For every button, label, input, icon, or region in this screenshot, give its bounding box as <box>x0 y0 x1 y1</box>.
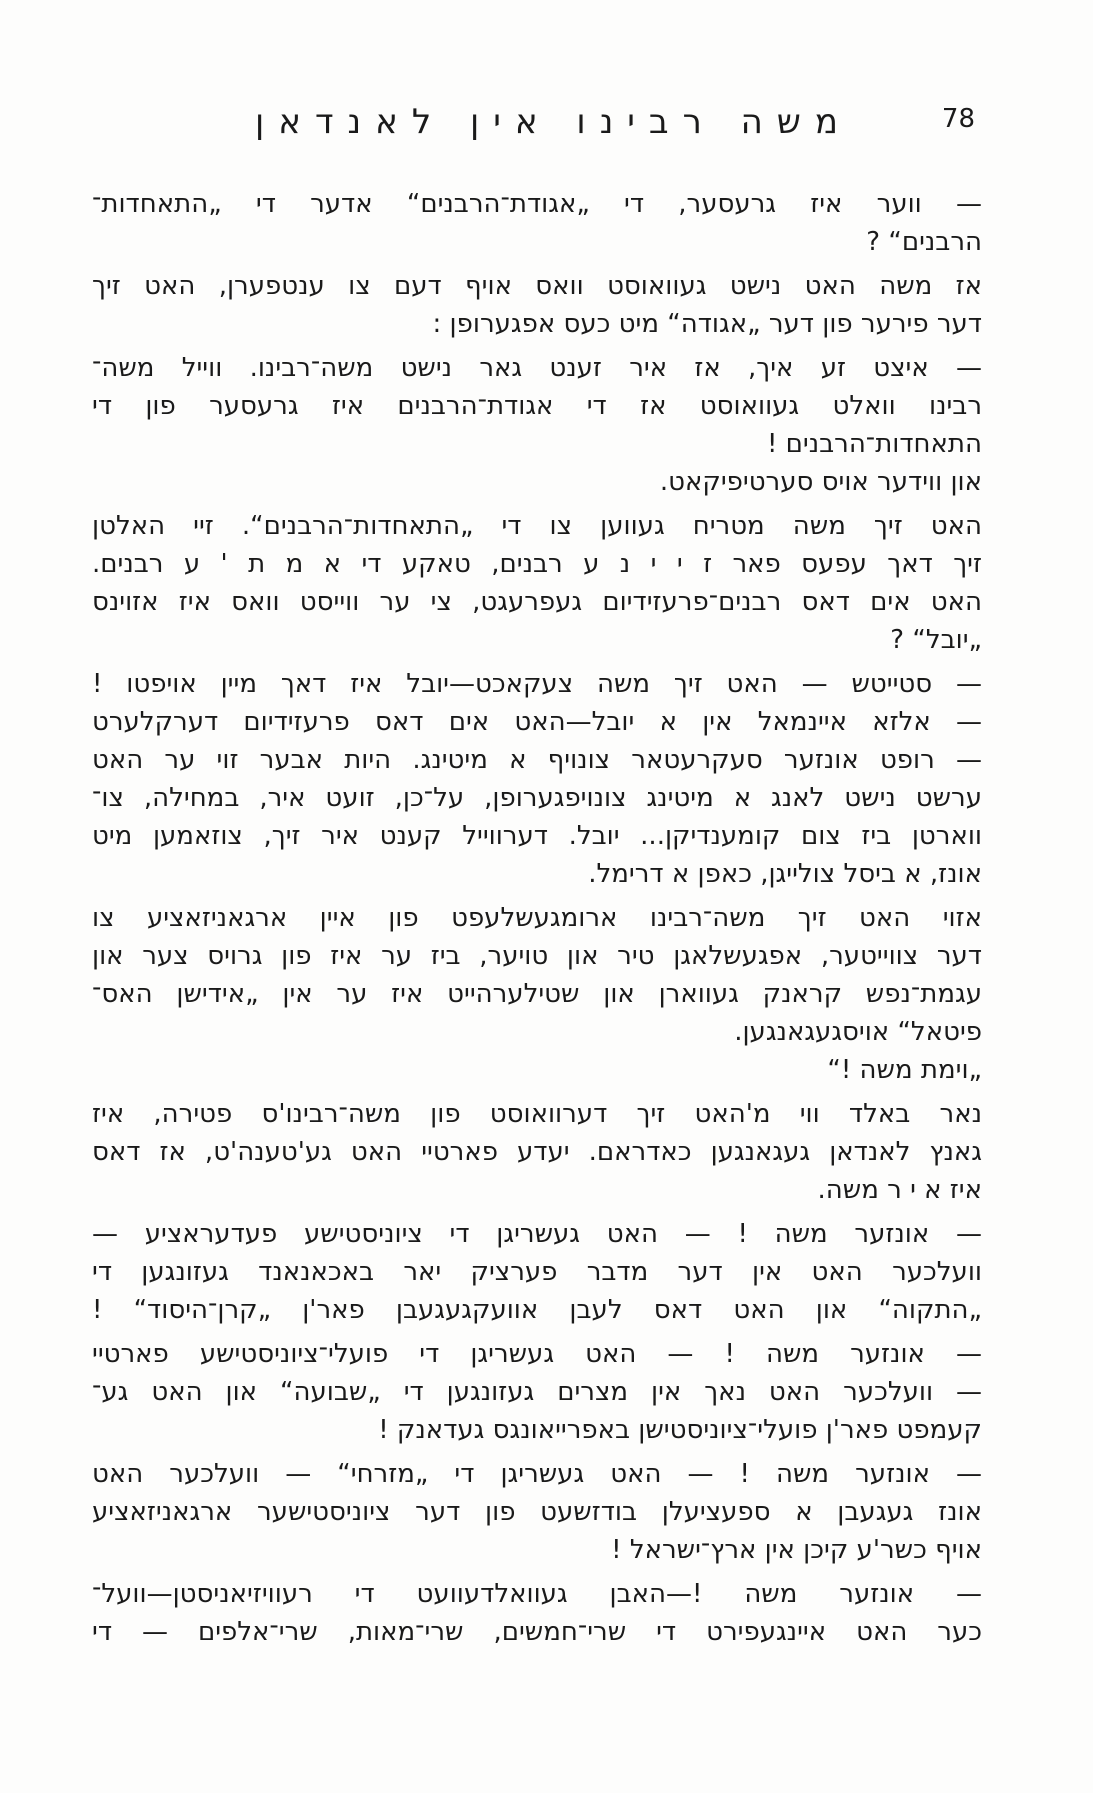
text-line: — סטייטש — האט זיך משה צעקאכט—יובל איז דאך מיין אויפטו ! <box>92 669 982 699</box>
text-line: אויף כשר'ע קיכן אין ארץ־ישראל ! <box>611 1535 982 1565</box>
text-line: — איצט זע איך, אז איר זענט גאר נישט משה־רבינו. ווייל משה־ <box>92 353 982 383</box>
text-line: דער פירער פון דער „אגודה“ מיט כעס אפגערופן : <box>432 309 982 339</box>
text-line: — אונזער משה ! — האט געשריגן די „מזרחי“ — וועלכער האט <box>92 1459 982 1489</box>
text-line: „וימת משה !“ <box>827 1055 982 1085</box>
text-line: אזוי האט זיך משה־רבינו ארומגעשלעפט פון איין ארגאניזאציע צו <box>92 903 982 933</box>
body-text <box>92 185 982 1651</box>
text-line: — וועלכער האט נאך אין מצרים געזונגען די „שבועה“ און האט גע־ <box>92 1377 982 1407</box>
text-line: ווארטן ביז צום קומענדיקן... יובל. דערווייל קענט איר זיך, צוזאמען מיט <box>92 821 982 851</box>
text-line: דער צווייטער, אפגעשלאגן טיר און טויער, ביז ער איז פון גרויס צער און <box>92 941 982 971</box>
text-line: — אונזער משה !—האבן געוואלדעוועט די רעוויזיאניסטן—וועל־ <box>92 1579 982 1609</box>
text-line: התאחדות־הרבנים ! <box>766 429 982 459</box>
text-line: „התקוה“ און האט דאס לעבן אוועקגעגעבן פאר'ן „קרן־היסוד“ ! <box>92 1295 982 1325</box>
text-line: קעמפט פאר'ן פועלי־ציוניסטישן באפרייאונגס געדאנק ! <box>378 1415 982 1445</box>
text-line: הרבנים“ ? <box>866 227 982 257</box>
running-title: משה רבינו אין לאנדאן <box>255 102 852 142</box>
text-line: — רופט אונזער סעקרעטאר צונויף א מיטינג. היות אבער זוי ער האט <box>92 745 982 775</box>
text-line: אז משה האט נישט געוואוסט וואס אויף דעם צו ענטפערן, האט זיך <box>92 271 982 301</box>
text-line: עגמת־נפש קראנק געווארן און שטילערהייט איז ער אין „אידישן האס־ <box>92 979 982 1009</box>
text-line: „יובל“ ? <box>890 625 982 655</box>
text-line: האט זיך משה מטריח געווען צו די „התאחדות־הרבנים“. זיי האלטן <box>92 511 982 541</box>
text-line: האט אים דאס רבנים־פרעזידיום געפרעגט, צי ער ווייסט וואס איז אזוינס <box>92 587 982 617</box>
text-line: — אונזער משה ! — האט געשריגן די ציוניסטישע פעדעראציע — <box>92 1219 982 1249</box>
text-line: — אונזער משה ! — האט געשריגן די פועלי־ציוניסטישע פארטיי <box>92 1339 982 1369</box>
text-line: נאר באלד ווי מ'האט זיך דערוואוסט פון משה־רבינו'ס פטירה, איז <box>92 1099 982 1129</box>
text-line: זיך דאך עפעס פאר ז י י נ ע רבנים, טאקע די א מ ת ' ע רבנים. <box>92 549 982 579</box>
text-line: רבינו וואלט געוואוסט אז די אגודת־הרבנים איז גרעסער פון די <box>92 391 982 421</box>
page-number: 78 <box>941 104 975 134</box>
text-line: און ווידער אויס סערטיפיקאט. <box>659 467 982 497</box>
text-line: פיטאל“ אויסגעגאנגען. <box>734 1017 982 1047</box>
text-line: וועלכער האט אין דער מדבר פערציק יאר באכאנאנד געזונגען די <box>92 1257 982 1287</box>
text-line: אונז, א ביסל צולייגן, כאפן א דרימל. <box>588 859 982 889</box>
text-line: ערשט נישט לאנג א מיטינג צונויפגערופן, על־כן, זועט איר, במחילה, צו־ <box>92 783 982 813</box>
text-line: גאנץ לאנדאן געגאנגען כאדראם. יעדע פארטיי האט גע'טענה'ט, אז דאס <box>92 1137 982 1167</box>
text-line: כער האט איינגעפירט די שרי־חמשים, שרי־מאות, שרי־אלפים — די <box>92 1617 982 1647</box>
text-line: — ווער איז גרעסער, די „אגודת־הרבנים“ אדער די „התאחדות־ <box>92 189 982 219</box>
text-line: אונז געגעבן א ספעציעלן בודזשעט פון דער ציוניסטישער ארגאניזאציע <box>92 1497 982 1527</box>
text-line: איז א י ר משה. <box>817 1175 982 1205</box>
text-line: — אלזא איינמאל אין א יובל—האט אים דאס פרעזידיום דערקלערט <box>92 707 982 737</box>
page-header <box>95 100 975 150</box>
